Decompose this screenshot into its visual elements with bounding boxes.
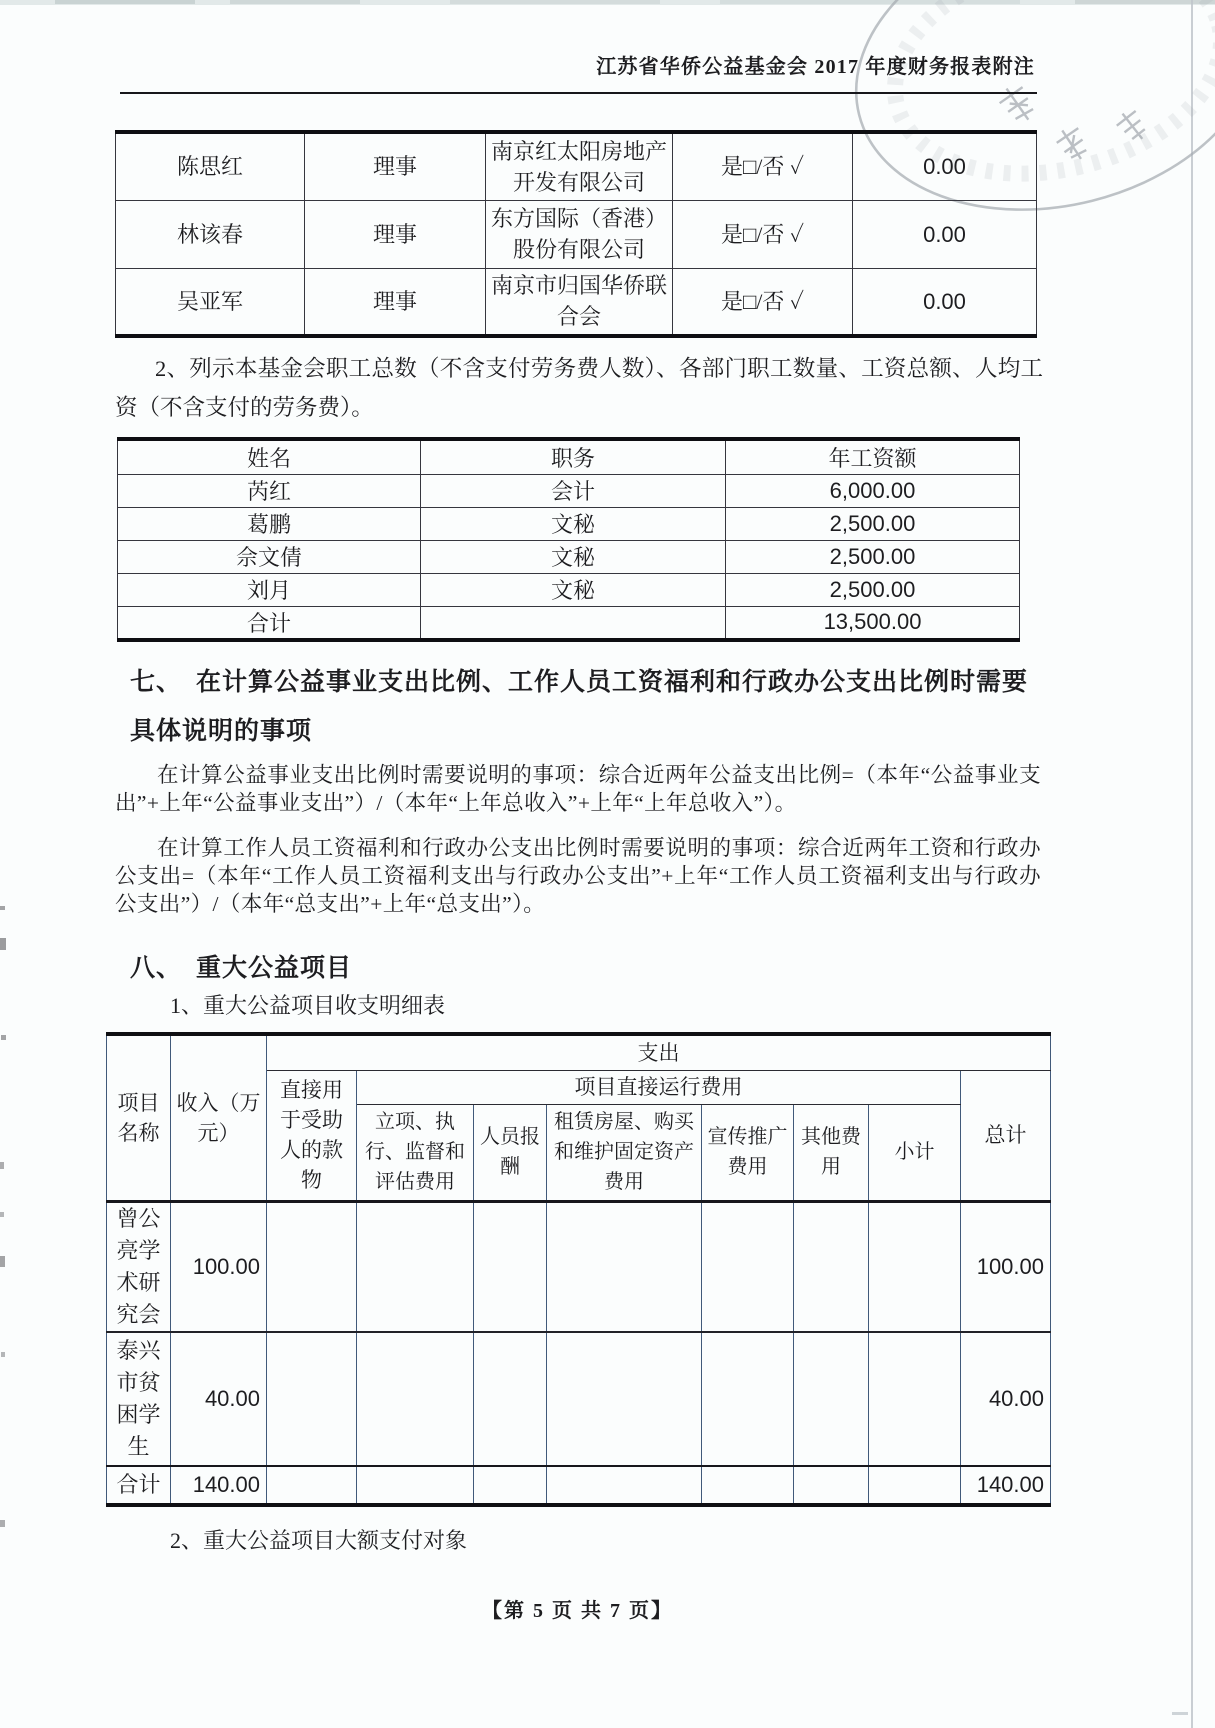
column-header-total: 总计 [961,1070,1051,1201]
empty-cell [702,1332,794,1466]
section-title: 重大公益项目 [196,955,353,982]
empty-cell [547,1201,702,1332]
table-row [118,507,1020,540]
staff-total-salary: 13,500.00 [726,606,1020,640]
section-title: 在计算公益事业支出比例、工作人员工资福利和行政办公支出比例时需要具体说明的事项 [130,669,1029,745]
project-name: 泰兴市贫困学生 [107,1332,171,1466]
board-member-organization: 东方国际（香港）股份有限公司 [486,200,673,268]
table-row [118,540,1020,573]
staff-position [421,606,726,640]
empty-cell [794,1466,869,1505]
empty-cell [547,1466,702,1505]
empty-cell [547,1332,702,1466]
board-member-name: 吴亚军 [116,268,305,336]
scan-speck [1,1352,5,1357]
staff-salary-table [117,437,1020,642]
section-number: 七、 [130,669,183,696]
board-members-table [115,130,1037,338]
staff-name: 刘月 [118,573,421,606]
staff-total-label: 合计 [118,606,421,640]
board-member-amount: 0.00 [853,132,1037,200]
table-total-row [107,1466,1051,1505]
empty-cell [869,1332,961,1466]
scan-speck [0,1256,5,1267]
board-member-position: 理事 [305,200,486,268]
scan-speck [0,1520,5,1527]
column-header-personnel: 人员报酬 [474,1104,547,1201]
empty-cell [357,1332,474,1466]
scan-speck [1172,1712,1188,1715]
empty-cell [702,1466,794,1505]
column-header-promotion: 宣传推广费用 [702,1104,794,1201]
section-eight-heading [130,944,1050,993]
staff-position: 文秘 [421,540,726,573]
scan-top-edge-artifact [230,0,360,4]
board-member-amount: 0.00 [853,200,1037,268]
table-row [118,474,1020,507]
footer-page-number: 【第 5 页 共 7 页】 [482,1600,673,1622]
empty-cell [474,1466,547,1505]
scan-speck [0,1212,4,1217]
project-grand-total: 140.00 [961,1466,1051,1505]
scan-top-edge-artifact [1075,0,1215,4]
table-row [107,1332,1051,1466]
staff-salary: 2,500.00 [726,507,1020,540]
scan-speck [0,938,6,950]
section-number: 八、 [130,955,183,982]
project-income: 40.00 [171,1332,267,1466]
empty-cell [702,1201,794,1332]
project-table-caption: 1、重大公益项目收支明细表 [170,993,446,1018]
scan-top-edge-artifact [720,0,1020,4]
board-member-organization: 南京市归国华侨联合会 [486,268,673,336]
project-total-label: 合计 [107,1466,171,1505]
empty-cell [869,1201,961,1332]
staff-name: 佘文倩 [118,540,421,573]
scan-right-edge-line [1191,0,1193,1728]
scan-speck [0,906,5,910]
board-member-compensated: 是□/否 ✓ [673,132,853,200]
staff-name: 芮红 [118,474,421,507]
empty-cell [794,1332,869,1466]
board-member-amount: 0.00 [853,268,1037,336]
empty-cell [474,1332,547,1466]
empty-cell [474,1201,547,1332]
empty-cell [357,1466,474,1505]
empty-cell [794,1201,869,1332]
staff-salary: 2,500.00 [726,540,1020,573]
header-rule [120,92,1037,94]
column-header-other: 其他费用 [794,1104,869,1201]
column-header-project-name: 项目名称 [107,1034,171,1201]
section-seven-paragraph-1: 在计算公益事业支出比例时需要说明的事项：综合近两年公益支出比例=（本年“公益事业支出”+上年“公益事业支出”）/（本年“上年总收入”+上年“上年总收入”）。 [115,763,1041,815]
staff-position: 会计 [421,474,726,507]
column-header-expense: 支出 [267,1034,1051,1070]
empty-cell [267,1201,357,1332]
project-name: 曾公亮学术研究会 [107,1201,171,1332]
table-row [116,132,1037,200]
board-member-position: 理事 [305,268,486,336]
staff-position: 文秘 [421,507,726,540]
table-row [107,1201,1051,1332]
staff-position: 文秘 [421,573,726,606]
column-header-direct-aid: 直接用于受助人的款物 [267,1070,357,1201]
page-header-title: 江苏省华侨公益基金会 2017 年度财务报表附注 [596,56,1035,78]
board-member-organization: 南京红太阳房地产开发有限公司 [486,132,673,200]
empty-cell [267,1332,357,1466]
board-member-compensated: 是□/否 ✓ [673,268,853,336]
scan-speck [1,1035,6,1040]
section-seven-paragraph-2: 在计算工作人员工资福利和行政办公支出比例时需要说明的事项：综合近两年工资和行政办公支出=（本年“工作人员工资福利支出与行政办公支出”+上年“工作人员工资福利支出与行政办公支出”）/（本年“总支出”+上年“总支出”）。 [115,836,1041,916]
staff-salary: 2,500.00 [726,573,1020,606]
board-member-compensated: 是□/否 ✓ [673,200,853,268]
project-total: 40.00 [961,1332,1051,1466]
scan-top-edge-artifact [55,0,195,4]
board-member-position: 理事 [305,132,486,200]
scan-speck [0,1162,4,1169]
empty-cell [869,1466,961,1505]
table-row [116,268,1037,336]
table-total-row [118,606,1020,640]
empty-cell [267,1466,357,1505]
column-header-setup-eval: 立项、执行、监督和评估费用 [357,1104,474,1201]
project-income: 100.00 [171,1201,267,1332]
table-row [118,573,1020,606]
project-total: 100.00 [961,1201,1051,1332]
column-header-direct-operating: 项目直接运行费用 [357,1070,961,1104]
scan-top-edge-artifact [450,0,660,4]
empty-cell [357,1201,474,1332]
column-header-rent-assets: 租赁房屋、购买和维护固定资产费用 [547,1104,702,1201]
column-header-position: 职务 [421,439,726,474]
table-header-row [118,439,1020,474]
staff-salary: 6,000.00 [726,474,1020,507]
project-income-total: 140.00 [171,1466,267,1505]
staff-name: 葛鹏 [118,507,421,540]
staff-note-paragraph: 2、列示本基金会职工总数（不含支付劳务费人数）、各部门职工数量、工资总额、人均工资（不含支付的劳务费）。 [115,356,1043,420]
column-header-salary: 年工资额 [726,439,1020,474]
table-header-row [107,1034,1051,1070]
column-header-name: 姓名 [118,439,421,474]
project-payees-caption: 2、重大公益项目大额支付对象 [170,1528,468,1553]
column-header-subtotal: 小计 [869,1104,961,1201]
column-header-income: 收入（万元） [171,1034,267,1201]
board-member-name: 林该春 [116,200,305,268]
section-seven-heading [130,658,1050,756]
project-income-expense-table [106,1032,1051,1507]
board-member-name: 陈思红 [116,132,305,200]
table-row [116,200,1037,268]
